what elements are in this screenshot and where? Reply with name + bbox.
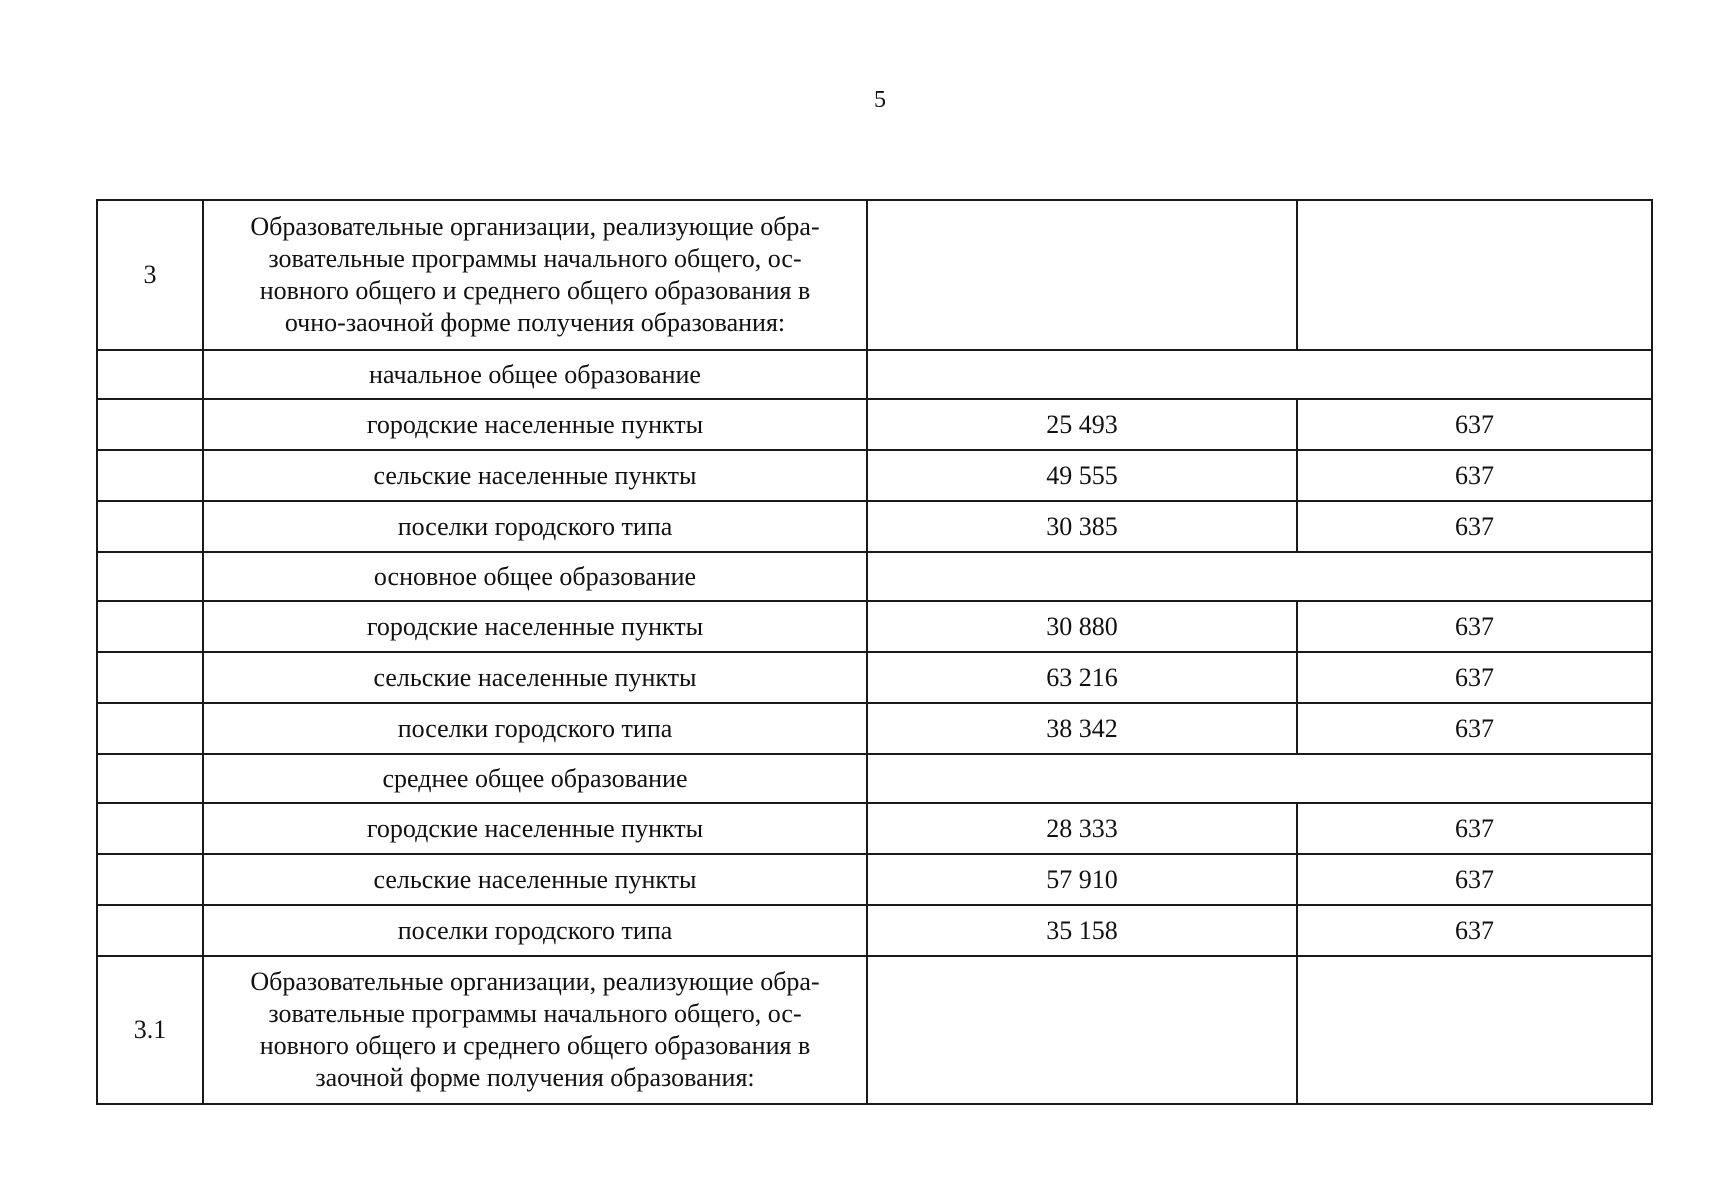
row-label: сельские населенные пункты — [203, 854, 867, 905]
table-row — [97, 803, 1652, 854]
row-label: городские населенные пункты — [203, 601, 867, 652]
row-label: поселки городского типа — [203, 703, 867, 754]
row-number-cell: 3 — [97, 200, 203, 350]
value-cell: 637 — [1297, 905, 1652, 956]
row-number-cell: 3.1 — [97, 956, 203, 1104]
table-row — [97, 754, 1652, 803]
page-number: 5 — [874, 87, 886, 113]
category-value-cell — [867, 552, 1652, 601]
value-cell: 25 493 — [867, 399, 1297, 450]
table-row — [97, 703, 1652, 754]
row-label: поселки городского типа — [203, 905, 867, 956]
value-cell: 35 158 — [867, 905, 1297, 956]
section-title-cell — [203, 200, 867, 350]
category-label: основное общее образование — [203, 552, 867, 601]
value-cell: 637 — [1297, 501, 1652, 552]
row-label: сельские населенные пункты — [203, 652, 867, 703]
row-number-cell — [97, 803, 203, 854]
data-table — [96, 199, 1653, 1105]
value-cell: 637 — [1297, 450, 1652, 501]
value-cell: 49 555 — [867, 450, 1297, 501]
section-title-line: зовательные программы начального общего, ос- — [268, 244, 802, 273]
value-cell: 38 342 — [867, 703, 1297, 754]
row-number-cell — [97, 350, 203, 399]
table-row — [97, 552, 1652, 601]
value-cell-empty — [1297, 200, 1652, 350]
row-number-cell — [97, 754, 203, 803]
section-title-line: Образовательные организации, реализующие обра- — [250, 212, 820, 241]
row-number-cell — [97, 450, 203, 501]
section-title-line: очно-заочной форме получения образования: — [284, 308, 786, 337]
value-cell-empty — [1297, 956, 1652, 1104]
value-cell: 30 880 — [867, 601, 1297, 652]
table-row — [97, 905, 1652, 956]
table-row — [97, 854, 1652, 905]
section-title-line: зовательные программы начального общего, ос- — [268, 999, 802, 1028]
section-title-line: заочной форме получения образования: — [315, 1063, 755, 1092]
table-row — [97, 350, 1652, 399]
section-title-line: новного общего и среднего общего образования в — [259, 1031, 811, 1060]
value-cell: 637 — [1297, 854, 1652, 905]
row-number-cell — [97, 854, 203, 905]
value-cell: 637 — [1297, 703, 1652, 754]
row-label: городские населенные пункты — [203, 803, 867, 854]
row-label: городские населенные пункты — [203, 399, 867, 450]
row-number-cell — [97, 703, 203, 754]
value-cell: 637 — [1297, 803, 1652, 854]
table-row — [97, 399, 1652, 450]
value-cell-empty — [867, 200, 1297, 350]
value-cell: 637 — [1297, 652, 1652, 703]
category-value-cell — [867, 754, 1652, 803]
row-label: поселки городского типа — [203, 501, 867, 552]
table-row — [97, 501, 1652, 552]
section-title-line: Образовательные организации, реализующие обра- — [250, 967, 820, 996]
value-cell: 28 333 — [867, 803, 1297, 854]
row-number-cell — [97, 501, 203, 552]
row-number-cell — [97, 652, 203, 703]
table-row — [97, 652, 1652, 703]
table-row — [97, 601, 1652, 652]
row-number-cell — [97, 552, 203, 601]
category-value-cell — [867, 350, 1652, 399]
row-number-cell — [97, 399, 203, 450]
table-row — [97, 200, 1652, 350]
section-title-line: новного общего и среднего общего образования в — [259, 276, 811, 305]
value-cell: 637 — [1297, 601, 1652, 652]
category-label: среднее общее образование — [203, 754, 867, 803]
section-title-cell — [203, 956, 867, 1104]
value-cell: 637 — [1297, 399, 1652, 450]
table-row — [97, 450, 1652, 501]
row-number-cell — [97, 601, 203, 652]
category-label: начальное общее образование — [203, 350, 867, 399]
value-cell-empty — [867, 956, 1297, 1104]
row-number-cell — [97, 905, 203, 956]
table-row — [97, 956, 1652, 1104]
value-cell: 30 385 — [867, 501, 1297, 552]
value-cell: 63 216 — [867, 652, 1297, 703]
value-cell: 57 910 — [867, 854, 1297, 905]
row-label: сельские населенные пункты — [203, 450, 867, 501]
